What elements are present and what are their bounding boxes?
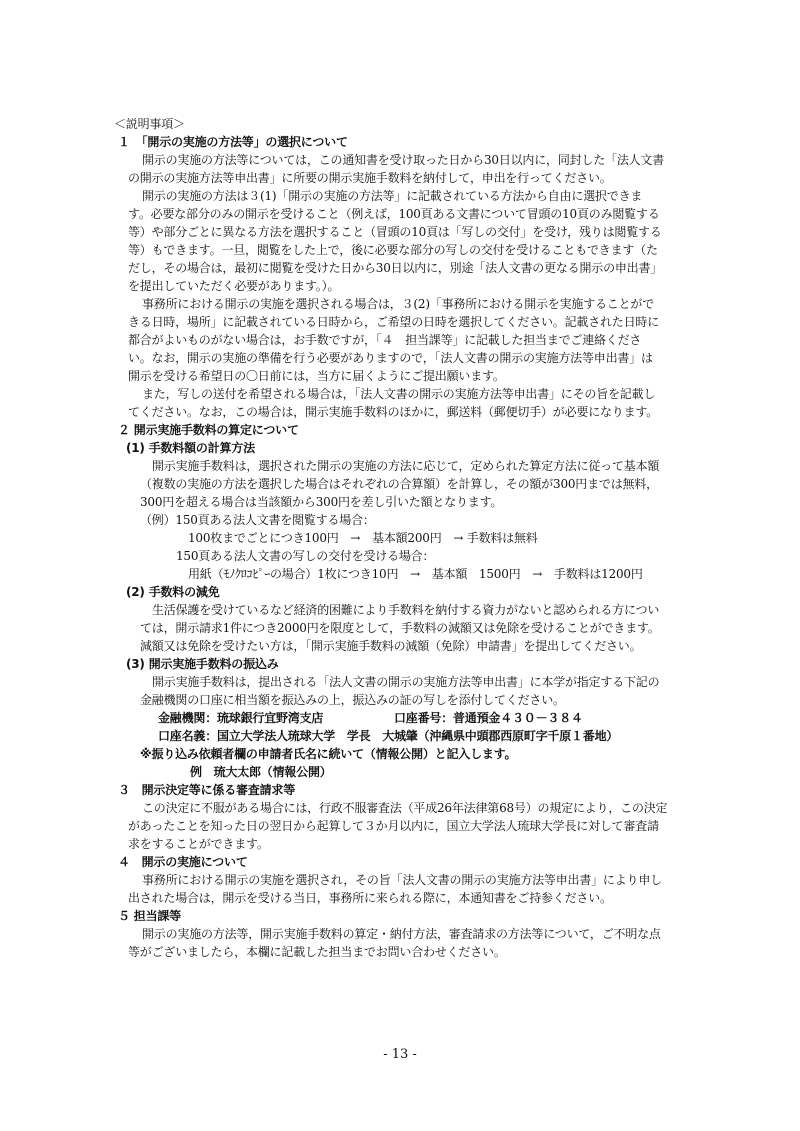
- section-1-paragraph-line: 都合がよいものがない場合は，お手数ですが，「４ 担当課等」に記載した担当までご連絡くださ: [128, 333, 642, 347]
- subsection-2-heading: (2) 手数料の減免: [126, 585, 220, 599]
- section-1-paragraph-line: 開示の実施の方法等については，この通知書を受け取った日から30日以内に，同封した「法人文書: [142, 153, 665, 167]
- subsection-2-paragraph-line: 減額又は免除を受けたい方は，「開示実施手数料の減額（免除）申請書」を提出してください。: [140, 639, 642, 653]
- account-name: 口座名義：国立大学法人琉球大学 学長 大城肇（沖縄県中頭郡西原町字千原１番地）: [158, 729, 619, 743]
- subsection-1-heading: (1) 手数料額の計算方法: [126, 441, 255, 455]
- section-4-heading: ４ 開示の実施について: [118, 855, 248, 869]
- section-3-paragraph-line: があったことを知った日の翌日から起算して３か月以内に，国立大学法人琉球大学長に対して審査請: [128, 819, 659, 833]
- bank-name: 金融機関：琉球銀行宜野湾支店: [158, 711, 324, 725]
- subsection-1-paragraph-line: 300円を超える場合は当該額から300円を差し引いた額となります。: [140, 495, 503, 509]
- section-1-paragraph-line: だし，その場合は，最初に閲覧を受けた日から30日以内に，別途「法人文書の更なる開示の申出書」: [128, 261, 663, 275]
- section-1-paragraph-line: を提出していただく必要があります。）。: [128, 279, 340, 293]
- account-number: 口座番号：普通預金４３０－３８４: [394, 711, 583, 725]
- section-1-paragraph-line: す。必要な部分のみの開示を受けること（例えば，100頁ある文書について冒頭の10頁のみ閲覧する: [128, 207, 660, 221]
- subsection-3-paragraph-line: 金融機関の口座に相当額を振込みの上，振込みの証の写しを添付してください。: [140, 693, 565, 707]
- subsection-2-paragraph-line: 生活保護を受けているなど経済的困難により手数料を納付する資力がないと認められる方につい: [152, 603, 660, 617]
- section-1-paragraph-line: また，写しの送付を希望される場合は，「法人文書の開示の実施方法等申出書」にその旨を記載し: [142, 387, 656, 401]
- section-2-heading: ２ 開示実施手数料の算定について: [118, 423, 299, 437]
- section-1-paragraph-line: てください。なお，この場合は，開示実施手数料のほかに，郵送料（郵便切手）が必要になります。: [128, 405, 659, 419]
- example-line: 用紙（ﾓﾉｸﾛｺﾋﾟｰの場合）1枚につき10円 → 基本額 1500円 → 手数料は1200円: [188, 567, 643, 581]
- section-1-paragraph-line: 事務所における開示の実施を選択される場合は，３(2)「事務所における開示を実施することがで: [142, 297, 655, 311]
- example-intro: （例）150頁ある法人文書を閲覧する場合：: [140, 513, 375, 527]
- subsection-1-paragraph-line: 開示実施手数料は，選択された開示の実施の方法に応じて，定められた算定方法に従って基本額: [152, 459, 660, 473]
- section-4-paragraph-line: 事務所における開示の実施を選択され，その旨「法人文書の開示の実施方法等申出書」により申し: [142, 873, 662, 887]
- notes-header: ＜説明事項＞: [114, 117, 185, 131]
- section-1-paragraph-line: の開示の実施方法等申出書」に所要の開示実施手数料を納付して，申出を行ってください。: [128, 171, 612, 185]
- section-1-paragraph-line: い。なお，開示の実施の準備を行う必要がありますので，「法人文書の開示の実施方法等申出書」は: [128, 351, 653, 365]
- section-1-paragraph-line: 開示の実施の方法は３(1)「開示の実施の方法等」に記載されている方法から自由に選択できま: [142, 189, 643, 203]
- page-number: - 13 -: [383, 1047, 417, 1062]
- section-5-paragraph-line: 等がございましたら，本欄に記載した担当までお問い合わせください。: [128, 945, 506, 959]
- example-intro: 150頁ある法人文書の写しの交付を受ける場合：: [176, 549, 435, 563]
- subsection-2-paragraph-line: ては，開示請求1件につき2000円を限度として，手数料の減額又は免除を受けることができます。: [140, 621, 660, 635]
- section-5-paragraph-line: 開示の実施の方法等，開示実施手数料の算定・納付方法，審査請求の方法等について，ご不明な点: [142, 927, 661, 941]
- transfer-note: ※振り込み依頼者欄の申請者氏名に続いて（情報公開）と記入します。: [140, 747, 517, 761]
- section-1-paragraph-line: 開示を受ける希望日の〇日前には，当方に届くようにご提出願います。: [128, 369, 505, 383]
- subsection-1-paragraph-line: （複数の実施の方法を選択した場合はそれぞれの合算額）を計算し，その額が300円までは無料，: [140, 477, 658, 491]
- subsection-3-paragraph-line: 開示実施手数料は，提出される「法人文書の開示の実施方法等申出書」に本学が指定する下記の: [152, 675, 660, 689]
- example-line: 100枚までごとにつき100円 → 基本額200円 → 手数料は無料: [188, 531, 538, 545]
- section-1-paragraph-line: きる日時，場所」に記載されている日時から，ご希望の日時を選択してください。記載された日時に: [128, 315, 660, 329]
- section-1-paragraph-line: 等）や部分ごとに異なる方法を選択すること（冒頭の10頁は「写しの交付」を受け，残りは閲覧する: [128, 225, 662, 239]
- section-3-heading: ３ 開示決定等に係る審査請求等: [118, 783, 296, 797]
- section-1-paragraph-line: 等）もできます。一旦，閲覧をした上で，後に必要な部分の写しの交付を受けることもできます（た: [128, 243, 658, 257]
- section-1-heading: １ 「開示の実施の方法等」の選択について: [118, 135, 348, 149]
- section-4-paragraph-line: 出された場合は，開示を受ける当日，事務所に来られる際に，本通知書をご持参ください。: [128, 891, 612, 905]
- section-3-paragraph-line: 求をすることができます。: [128, 837, 269, 851]
- subsection-3-heading: (3) 開示実施手数料の振込み: [126, 657, 279, 671]
- section-5-heading: ５ 担当課等: [118, 909, 181, 923]
- section-3-paragraph-line: この決定に不服がある場合には，行政不服審査法（平成26年法律第68号）の規定により，この決定: [142, 801, 668, 815]
- transfer-example: 例 琉大太郎（情報公開）: [190, 765, 332, 779]
